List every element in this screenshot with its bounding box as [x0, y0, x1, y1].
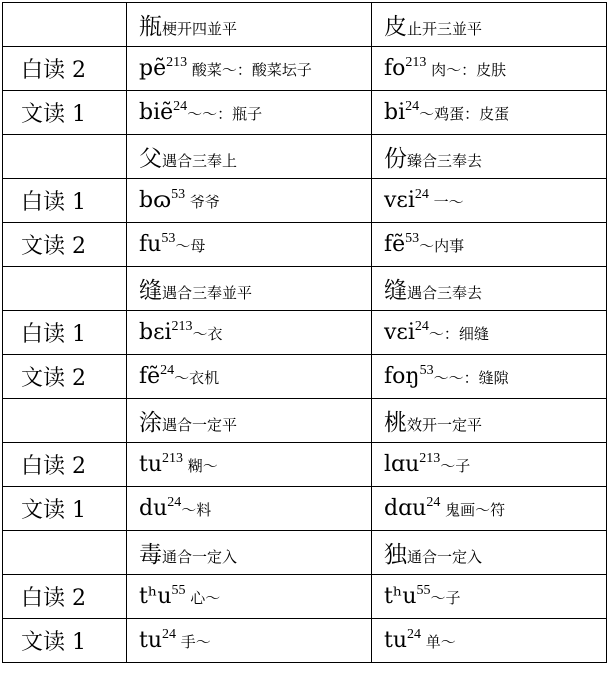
pronunciation-cell: [372, 487, 607, 531]
pronunciation-cell: [127, 47, 372, 91]
character-cell: [127, 531, 372, 575]
example-gloss: ～料: [181, 501, 212, 519]
reading-type-label: 文读 1: [21, 630, 86, 655]
pronunciation-cell: [372, 355, 607, 399]
reading-type-cell: [3, 179, 127, 223]
head-character: 缝: [384, 278, 407, 304]
pronunciation-cell: [372, 619, 607, 663]
head-character: 涂: [139, 410, 162, 436]
head-character: 桃: [384, 410, 407, 436]
head-character: 皮: [384, 14, 407, 40]
character-header-row: [3, 531, 607, 575]
reading-row: [3, 47, 607, 91]
reading-row: [3, 619, 607, 663]
character-cell: [127, 135, 372, 179]
example-gloss: ～～：缝隙: [433, 369, 509, 387]
reading-type-label: 白读 1: [21, 190, 86, 215]
reading-type-cell: [3, 311, 127, 355]
reading-type-cell: [3, 47, 127, 91]
pronunciation-cell: [372, 223, 607, 267]
example-gloss: 鬼画～符: [440, 501, 506, 519]
phonological-category: 通合一定入: [162, 548, 238, 566]
example-gloss: ～内事: [419, 237, 465, 255]
phonological-category: 遇合一定平: [162, 416, 238, 434]
pronunciation-cell: [372, 47, 607, 91]
romanization: tʰu: [384, 584, 417, 609]
character-cell: [372, 135, 607, 179]
head-character: 瓶: [139, 14, 162, 40]
romanization: vɛi: [384, 188, 415, 213]
romanization: vɛi: [384, 320, 415, 345]
example-gloss: 糊～: [183, 457, 218, 475]
reading-row: [3, 355, 607, 399]
reading-row: [3, 443, 607, 487]
head-character: 父: [139, 146, 162, 172]
romanization: tu: [384, 628, 408, 653]
romanization: tu: [139, 628, 163, 653]
head-character: 毒: [139, 542, 162, 568]
tone-number: 24: [167, 495, 182, 510]
head-character: 缝: [139, 278, 162, 304]
tone-number: 55: [416, 583, 431, 598]
reading-type-cell: [3, 267, 127, 311]
pronunciation-cell: [127, 179, 372, 223]
romanization: pẽ: [139, 56, 167, 81]
example-gloss: ～～：瓶子: [187, 105, 263, 123]
reading-row: [3, 575, 607, 619]
tone-number: 24: [426, 495, 441, 510]
pronunciation-cell: [372, 311, 607, 355]
character-cell: [372, 531, 607, 575]
tone-number: 24: [162, 627, 177, 642]
reading-type-cell: [3, 399, 127, 443]
tone-number: 213: [405, 55, 427, 70]
romanization: bi: [384, 100, 406, 125]
romanization: foŋ: [384, 364, 420, 389]
example-gloss: 爷爷: [185, 193, 220, 211]
tone-number: 24: [160, 363, 175, 378]
romanization: bɛi: [139, 320, 172, 345]
reading-type-cell: [3, 619, 127, 663]
phonology-table: [2, 2, 607, 663]
example-gloss: ～衣机: [174, 369, 220, 387]
pronunciation-cell: [127, 443, 372, 487]
phonological-category: 臻合三奉去: [407, 152, 483, 170]
tone-number: 213: [419, 451, 441, 466]
character-cell: [372, 399, 607, 443]
reading-row: [3, 223, 607, 267]
character-header-row: [3, 3, 607, 47]
pronunciation-cell: [127, 223, 372, 267]
character-cell: [127, 267, 372, 311]
reading-type-label: 白读 2: [21, 454, 86, 479]
romanization: bɷ: [139, 188, 172, 213]
pronunciation-cell: [372, 179, 607, 223]
pronunciation-cell: [127, 575, 372, 619]
reading-type-label: 文读 1: [21, 102, 86, 127]
pronunciation-cell: [372, 575, 607, 619]
reading-type-label: 白读 2: [21, 586, 86, 611]
character-cell: [127, 399, 372, 443]
reading-row: [3, 179, 607, 223]
romanization: fu: [139, 232, 162, 257]
tone-number: 53: [161, 231, 176, 246]
example-gloss: 肉～：皮肤: [426, 61, 507, 79]
table-body: [3, 3, 607, 663]
tone-number: 24: [173, 99, 188, 114]
romanization: tʰu: [139, 584, 172, 609]
tone-number: 53: [405, 231, 420, 246]
example-gloss: ～母: [175, 237, 206, 255]
phonological-category: 效开一定平: [407, 416, 483, 434]
reading-type-label: 文读 1: [21, 498, 86, 523]
character-cell: [372, 3, 607, 47]
romanization: lɑu: [384, 452, 420, 477]
reading-row: [3, 91, 607, 135]
tone-number: 24: [407, 627, 422, 642]
example-gloss: 手～: [176, 633, 211, 651]
example-gloss: ～：细缝: [428, 325, 489, 343]
tone-number: 53: [171, 187, 186, 202]
example-gloss: ～鸡蛋：皮蛋: [419, 105, 510, 123]
tone-number: 24: [414, 319, 429, 334]
example-gloss: 单～: [421, 633, 456, 651]
phonological-category: 遇合三奉並平: [162, 284, 253, 302]
example-gloss: ～衣: [192, 325, 223, 343]
romanization: biẽ: [139, 100, 174, 125]
tone-number: 24: [414, 187, 429, 202]
tone-number: 24: [405, 99, 420, 114]
character-header-row: [3, 267, 607, 311]
romanization: fo: [384, 56, 406, 81]
reading-row: [3, 311, 607, 355]
character-cell: [127, 3, 372, 47]
reading-type-cell: [3, 91, 127, 135]
tone-number: 55: [171, 583, 186, 598]
tone-number: 213: [171, 319, 193, 334]
reading-type-cell: [3, 575, 127, 619]
example-gloss: 一～: [428, 193, 464, 211]
romanization: fẽ: [139, 364, 161, 389]
reading-type-cell: [3, 355, 127, 399]
reading-row: [3, 487, 607, 531]
phonological-category: 通合一定入: [407, 548, 483, 566]
reading-type-cell: [3, 443, 127, 487]
reading-type-cell: [3, 531, 127, 575]
tone-number: 213: [162, 451, 184, 466]
character-header-row: [3, 399, 607, 443]
romanization: fẽ: [384, 232, 406, 257]
example-gloss: ～子: [440, 457, 471, 475]
reading-type-cell: [3, 3, 127, 47]
reading-type-cell: [3, 135, 127, 179]
pronunciation-cell: [127, 91, 372, 135]
reading-type-label: 白读 2: [21, 58, 86, 83]
reading-type-label: 文读 2: [21, 234, 86, 259]
example-gloss: 心～: [185, 589, 221, 607]
phonological-category: 遇合三奉去: [407, 284, 483, 302]
reading-type-label: 文读 2: [21, 366, 86, 391]
example-gloss: ～子: [430, 589, 461, 607]
tone-number: 213: [166, 55, 188, 70]
pronunciation-cell: [127, 487, 372, 531]
romanization: tu: [139, 452, 163, 477]
phonological-category: 遇合三奉上: [162, 152, 238, 170]
pronunciation-cell: [372, 443, 607, 487]
example-gloss: 酸菜～：酸菜坛子: [187, 61, 312, 79]
phonological-category: 止开三並平: [407, 20, 483, 38]
pronunciation-cell: [127, 355, 372, 399]
pronunciation-cell: [372, 91, 607, 135]
reading-type-cell: [3, 487, 127, 531]
romanization: dɑu: [384, 496, 427, 521]
phonological-category: 梗开四並平: [162, 20, 238, 38]
romanization: du: [139, 496, 168, 521]
tone-number: 53: [419, 363, 434, 378]
head-character: 独: [384, 542, 407, 568]
pronunciation-cell: [127, 311, 372, 355]
reading-type-cell: [3, 223, 127, 267]
head-character: 份: [384, 146, 407, 172]
character-cell: [372, 267, 607, 311]
character-header-row: [3, 135, 607, 179]
pronunciation-cell: [127, 619, 372, 663]
reading-type-label: 白读 1: [21, 322, 86, 347]
